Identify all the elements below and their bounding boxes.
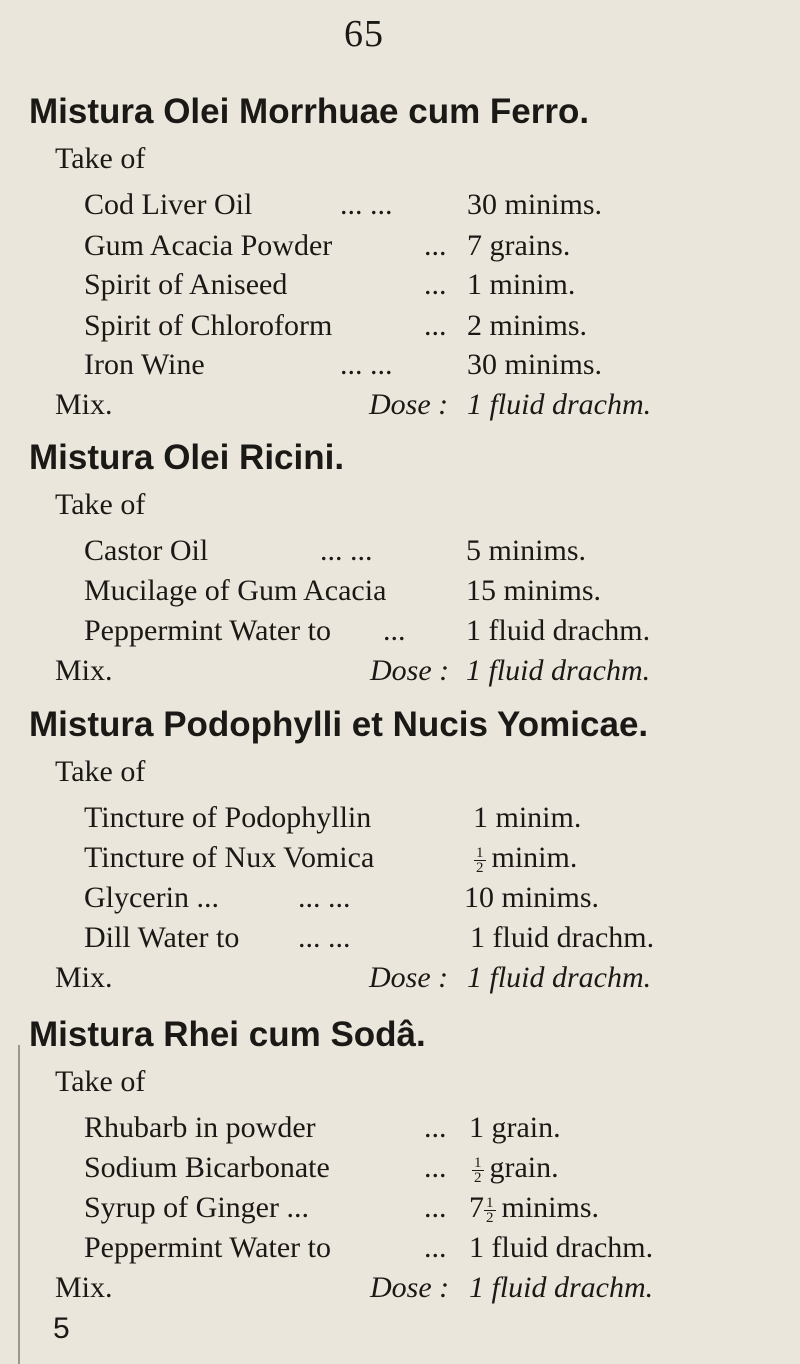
dose-value: 1 fluid drachm. xyxy=(469,1271,654,1304)
mix-label: Mix. xyxy=(55,654,113,687)
dose-row xyxy=(0,1271,800,1311)
ingredient-row xyxy=(0,574,800,614)
leader-dots: ... xyxy=(424,229,447,262)
recipe-heading: Mistura Podophylli et Nucis Yomicae. xyxy=(29,705,649,744)
ingredient-amount: 7 grains. xyxy=(467,229,571,262)
recipe-heading: Mistura Rhei cum Sodâ. xyxy=(29,1015,426,1054)
ingredient-amount xyxy=(469,1191,599,1225)
leader-dots: ... xyxy=(424,1111,447,1144)
ingredient-row xyxy=(0,229,800,269)
leader-dots: ... xyxy=(424,1151,447,1184)
fraction xyxy=(474,846,486,875)
leader-dots: ... xyxy=(383,614,406,647)
ingredient-name: Sodium Bicarbonate xyxy=(84,1151,330,1184)
ingredient-row xyxy=(0,1231,800,1271)
ingredient-name: Spirit of Aniseed xyxy=(84,268,288,301)
recipe-heading: Mistura Olei Morrhuae cum Ferro. xyxy=(29,92,590,131)
ingredient-name: Cod Liver Oil xyxy=(84,188,253,221)
ingredient-row xyxy=(0,614,800,654)
ingredient-name: Syrup of Ginger ... xyxy=(84,1191,309,1224)
dose-label: Dose : xyxy=(370,654,450,687)
take-of-label: Take of xyxy=(55,142,146,175)
leader-dots: ... ... xyxy=(340,188,393,221)
fraction-numerator: 1 xyxy=(486,1194,494,1211)
mix-label: Mix. xyxy=(55,961,113,994)
ingredient-amount: 1 grain. xyxy=(469,1111,561,1144)
amount-unit: minims. xyxy=(501,1191,600,1224)
ingredient-amount: 1 minim. xyxy=(467,268,576,301)
ingredient-row xyxy=(0,1151,800,1191)
ingredient-row xyxy=(0,188,800,228)
ingredient-name: Iron Wine xyxy=(84,348,205,381)
ingredient-row xyxy=(0,841,800,881)
leader-dots: ... xyxy=(424,1231,447,1264)
ingredient-name: Glycerin ... xyxy=(84,881,219,914)
fraction-denominator: 2 xyxy=(474,1169,482,1186)
amount-whole: 7 xyxy=(469,1191,484,1224)
dose-value: 1 fluid drachm. xyxy=(466,654,651,687)
ingredient-amount: 2 minims. xyxy=(467,309,588,342)
leader-dots: ... xyxy=(424,309,447,342)
take-of-label: Take of xyxy=(55,488,146,521)
ingredient-amount: 30 minims. xyxy=(467,188,603,221)
ingredient-name: Spirit of Chloroform xyxy=(84,309,333,342)
ingredient-row xyxy=(0,921,800,961)
ingredient-name: Gum Acacia Powder xyxy=(84,229,333,262)
ingredient-name: Peppermint Water to xyxy=(84,1231,331,1264)
dose-label: Dose : xyxy=(370,1271,450,1304)
dose-row xyxy=(0,388,800,428)
fraction-numerator: 1 xyxy=(474,1154,482,1171)
ingredient-amount: 1 fluid drachm. xyxy=(469,1231,654,1264)
take-of-label: Take of xyxy=(55,1065,146,1098)
ingredient-amount: 1 minim. xyxy=(473,801,582,834)
fraction-denominator: 2 xyxy=(486,1209,494,1226)
ingredient-amount: 1 fluid drachm. xyxy=(470,921,655,954)
leader-dots: ... ... xyxy=(298,921,351,954)
leader-dots: ... xyxy=(424,268,447,301)
ingredient-amount xyxy=(474,841,577,875)
dose-value: 1 fluid drachm. xyxy=(467,388,652,421)
ingredient-row xyxy=(0,309,800,349)
ingredient-row xyxy=(0,1111,800,1151)
ingredient-row xyxy=(0,881,800,921)
leader-dots: ... ... xyxy=(320,534,373,567)
ingredient-amount: 1 fluid drachm. xyxy=(466,614,651,647)
ingredient-amount: 10 minims. xyxy=(464,881,600,914)
dose-row xyxy=(0,654,800,694)
ingredient-name: Castor Oil xyxy=(84,534,209,567)
fraction xyxy=(472,1156,484,1185)
page-number: 65 xyxy=(344,13,384,55)
ingredient-row xyxy=(0,801,800,841)
amount-unit: grain. xyxy=(489,1151,559,1184)
mix-label: Mix. xyxy=(55,1271,113,1304)
ingredient-amount: 30 minims. xyxy=(467,348,603,381)
recipe-heading: Mistura Olei Ricini. xyxy=(29,438,345,477)
ingredient-row xyxy=(0,1191,800,1231)
ingredient-name: Rhubarb in powder xyxy=(84,1111,316,1144)
ingredient-name: Tincture of Podophyllin xyxy=(84,801,372,834)
fraction-denominator: 2 xyxy=(476,859,484,876)
ingredient-row xyxy=(0,268,800,308)
leader-dots: ... ... xyxy=(298,881,351,914)
mix-label: Mix. xyxy=(55,388,113,421)
signature-mark: 5 xyxy=(53,1312,70,1345)
ingredient-amount: 5 minims. xyxy=(466,534,587,567)
ingredient-amount xyxy=(472,1151,559,1185)
ingredient-amount: 15 minims. xyxy=(466,574,602,607)
dose-row xyxy=(0,961,800,1001)
dose-value: 1 fluid drachm. xyxy=(467,961,652,994)
ingredient-name: Mucilage of Gum Acacia xyxy=(84,574,387,607)
fraction-numerator: 1 xyxy=(476,844,484,861)
ingredient-name: Peppermint Water to xyxy=(84,614,331,647)
dose-label: Dose : xyxy=(369,388,449,421)
ingredient-name: Dill Water to xyxy=(84,921,240,954)
ingredient-row xyxy=(0,348,800,388)
leader-dots: ... xyxy=(424,1191,447,1224)
ingredient-row xyxy=(0,534,800,574)
dose-label: Dose : xyxy=(369,961,449,994)
fraction xyxy=(484,1196,496,1225)
ingredient-name: Tincture of Nux Vomica xyxy=(84,841,375,874)
leader-dots: ... ... xyxy=(340,348,393,381)
amount-unit: minim. xyxy=(491,841,578,874)
margin-rule xyxy=(18,1045,20,1364)
take-of-label: Take of xyxy=(55,755,146,788)
